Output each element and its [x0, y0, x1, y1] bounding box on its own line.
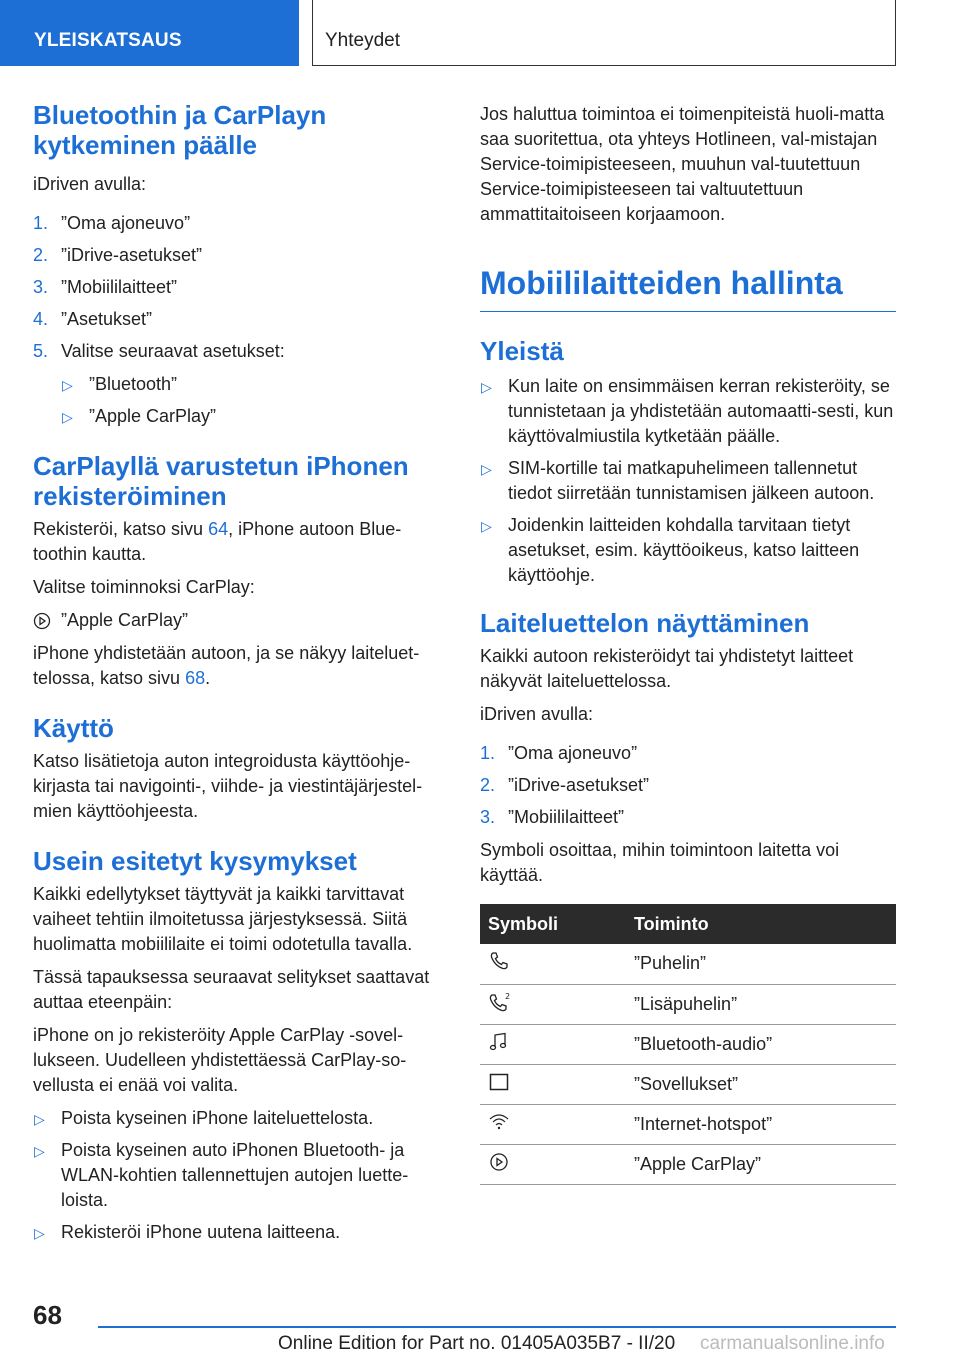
chapter-title: Yhteydet: [325, 30, 400, 51]
general-heading: Yleistä: [480, 336, 564, 366]
triangle-bullet-icon: ▷: [34, 1111, 45, 1127]
list-item: ▷ Kun laite on ensimmäisen kerran rekisteröity, se tunnistetaan ja yhdistetään automaatti-sesti, kun käyttövalmiustila kytketään päälle.: [481, 376, 894, 446]
page-link-64[interactable]: 64: [208, 519, 229, 539]
list-item: 3. ”Mobiililaitteet”: [480, 807, 625, 827]
page-link-68[interactable]: 68: [185, 668, 206, 688]
faq-text-3: iPhone on jo rekisteröity Apple CarPlay -sovel-lukseen. Uudelleen yhdistettäessä CarPlay-so-vellusta ei enää voi valita.: [33, 1025, 407, 1095]
bt-substeps: [61, 372, 447, 429]
triangle-bullet-icon: ▷: [34, 1143, 45, 1159]
footer-divider: [98, 1326, 896, 1328]
table-row: ”Puhelin”: [480, 944, 896, 984]
list-item: 3. ”Mobiililaitteet”: [33, 277, 178, 297]
list-item: 2. ”iDrive-asetukset”: [33, 245, 203, 265]
list-item: ▷ Poista kyseinen iPhone laiteluettelosta.: [33, 1106, 447, 1131]
list-item: ▷ SIM-kortille tai matkapuhelimeen tallennetut tiedot siirretään tunnistamisen jälkeen autoon.: [481, 458, 875, 503]
device-list-intro: iDriven avulla:: [480, 704, 594, 724]
page-number: 68: [33, 1300, 62, 1330]
list-item: 1. ”Oma ajoneuvo”: [33, 213, 191, 233]
svg-text:2: 2: [505, 991, 511, 1001]
section-tab[interactable]: [0, 0, 299, 66]
bt-carplay-heading: Bluetoothin ja CarPlayn kytkeminen päälle: [33, 100, 327, 160]
list-item: ▷ Rekisteröi iPhone uutena laitteena.: [33, 1220, 447, 1245]
bt-intro: iDriven avulla:: [33, 174, 147, 194]
usage-heading: Käyttö: [33, 713, 114, 743]
triangle-bullet-icon: ▷: [481, 518, 492, 534]
column-header-function: Toiminto: [628, 904, 896, 944]
left-column: [33, 100, 447, 1253]
triangle-bullet-icon: ▷: [481, 461, 492, 477]
triangle-bullet-icon: ▷: [34, 1225, 45, 1241]
table-row: ”Internet-hotspot”: [480, 1104, 896, 1144]
wifi-icon: [488, 1111, 510, 1133]
register-select: Valitse toiminnoksi CarPlay:: [33, 577, 255, 597]
register-heading: CarPlayllä varustetun iPhonen rekisteröiminen: [33, 451, 409, 511]
device-list-heading: Laiteluettelon näyttäminen: [480, 608, 810, 638]
carplay-icon: [33, 612, 51, 630]
carplay-option: ”Apple CarPlay”: [33, 608, 447, 633]
symbol-table: [480, 904, 896, 1185]
triangle-bullet-icon: ▷: [62, 377, 73, 393]
faq-text-2: Tässä tapauksessa seuraavat selitykset saattavat auttaa eteenpäin:: [33, 967, 430, 1012]
table-header-row: [480, 904, 896, 944]
list-item: ▷ ”Apple CarPlay”: [61, 404, 447, 429]
list-item: ▷ ”Bluetooth”: [61, 372, 447, 397]
phone-2-icon: [488, 991, 512, 1013]
watermark-text: carmanualsonline.info: [700, 1333, 885, 1354]
carplay-icon: [488, 1151, 510, 1173]
phone-icon: [488, 950, 510, 972]
chapter-header: [312, 0, 896, 66]
list-item: 4. ”Asetukset”: [33, 309, 153, 329]
list-item: 5. Valitse seuraavat asetukset:: [33, 341, 285, 361]
device-list-steps: [480, 741, 896, 830]
app-square-icon: [488, 1071, 510, 1093]
table-row: ”Sovellukset”: [480, 1064, 896, 1104]
section-tab-label: YLEISKATSAUS: [34, 30, 182, 51]
register-text: Rekisteröi, katso sivu 64, iPhone autoon Blue-toothin kautta.: [33, 519, 402, 564]
device-list-text: Kaikki autoon rekisteröidyt tai yhdistetyt laitteet näkyvät laiteluettelossa.: [480, 646, 854, 691]
triangle-bullet-icon: ▷: [481, 379, 492, 395]
right-column: [480, 100, 896, 1185]
column-header-symbol: Symboli: [480, 904, 628, 944]
faq-heading: Usein esitetyt kysymykset: [33, 846, 357, 876]
table-row: ”Apple CarPlay”: [480, 1144, 896, 1184]
bt-steps: [33, 211, 447, 364]
list-item: 1. ”Oma ajoneuvo”: [480, 743, 638, 763]
register-result: iPhone yhdistetään autoon, ja se näkyy laiteluet-telossa, katso sivu 68.: [33, 643, 420, 688]
list-item: 2. ”iDrive-asetukset”: [480, 775, 650, 795]
edition-text: Online Edition for Part no. 01405A035B7 - II/20: [278, 1333, 676, 1354]
usage-text: Katso lisätietoja auton integroidusta käyttöohje-kirjasta tai navigointi-, viihde- ja viestintäjärjestel-mien käyttöohjeesta.: [33, 751, 423, 821]
general-bullets: [480, 374, 896, 588]
list-item: ▷ Joidenkin laitteiden kohdalla tarvitaan tietyt asetukset, esim. käyttöoikeus, katso laitteen käyttöohje.: [481, 515, 860, 585]
faq-text-1: Kaikki edellytykset täyttyvät ja kaikki tarvittavat vaiheet tehtiin ilmoitetussa järjestyksessä. Siitä huolimatta mobiililaite ei toimi odotetulla tavalla.: [33, 884, 413, 954]
triangle-bullet-icon: ▷: [62, 409, 73, 425]
faq-continued: Jos haluttua toimintoa ei toimenpiteistä huoli-matta saa suoritettua, ota yhteys Hotlineen, val-mistajan Service-toimipisteeseen, muuhun val-tuutettuun Service-toimipisteeseen tai valtuutettuun ammattitaitoiseen korjaamoon.: [480, 104, 885, 224]
faq-bullets: [33, 1106, 447, 1245]
table-row: ”Bluetooth-audio”: [480, 1024, 896, 1064]
list-item: ▷ Poista kyseinen auto iPhonen Bluetooth- ja WLAN-kohtien tallennettujen autojen luette-loista.: [34, 1140, 409, 1210]
symbol-text: Symboli osoittaa, mihin toimintoon laitetta voi käyttää.: [480, 840, 840, 885]
device-management-heading: Mobiililaitteiden hallinta: [480, 263, 896, 312]
table-row: 2 ”Lisäpuhelin”: [480, 984, 896, 1024]
music-note-icon: [488, 1031, 510, 1053]
